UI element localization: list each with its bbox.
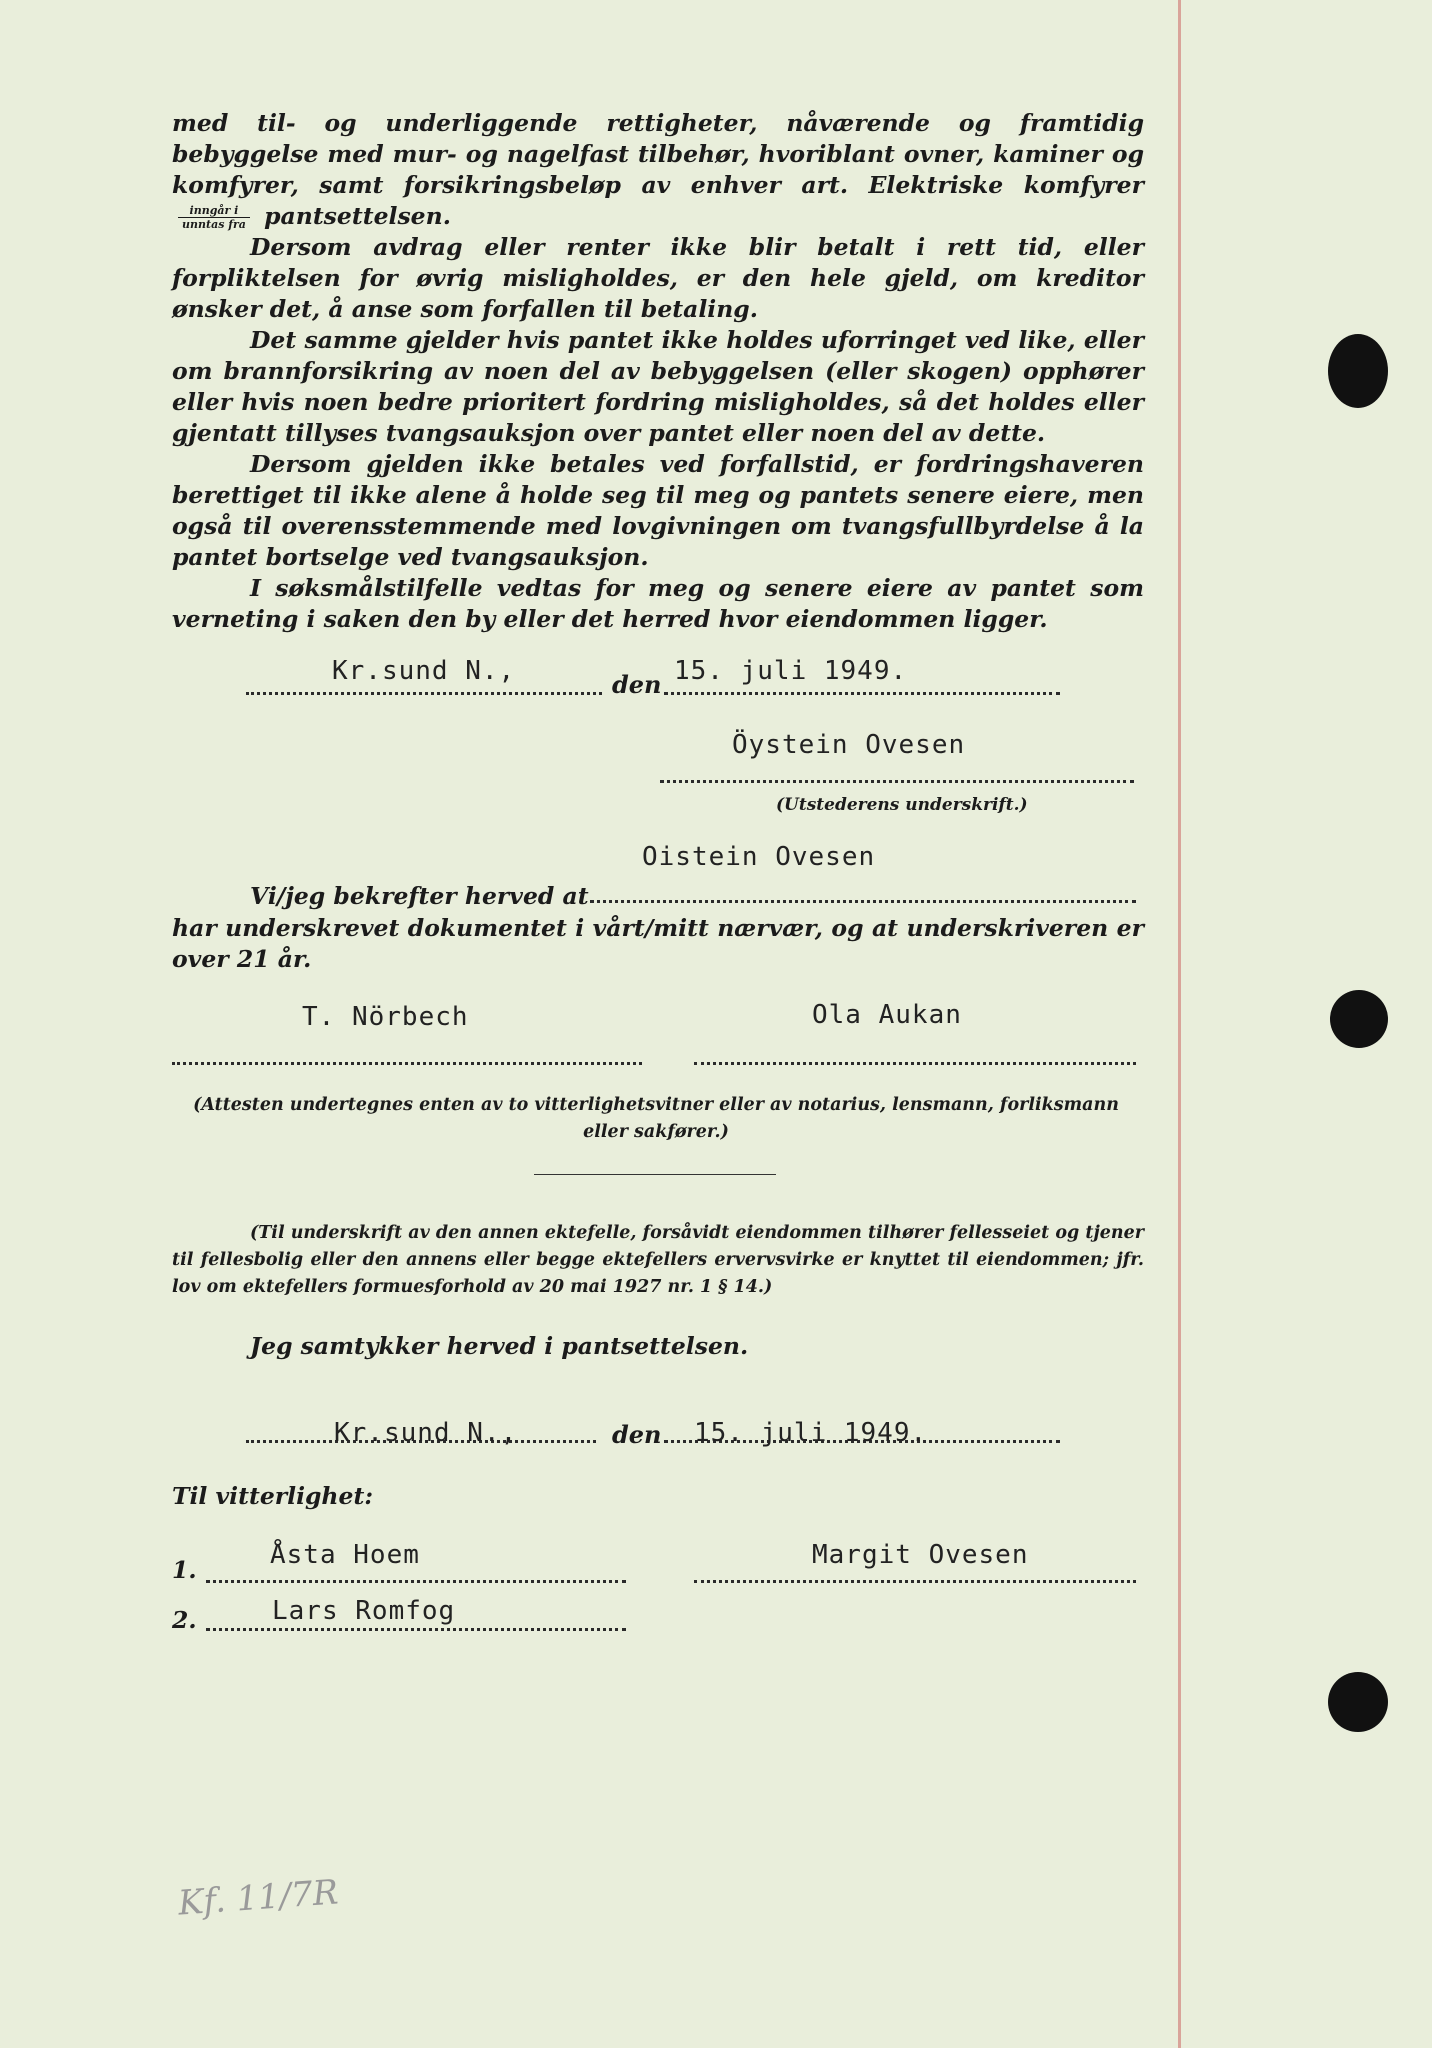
fraction-bottom: unntas fra (182, 218, 246, 231)
attestation-note: (Attesten undertegnes enten av to vitterlighetsvitner eller av notarius, lensmann, forliksmann eller sakfører.) (193, 1095, 1119, 1142)
section-divider (534, 1174, 776, 1175)
witness-confirm-line2: har underskrevet dokumentet i vårt/mitt nærvær, og at underskriveren er over 21 år. (172, 914, 1144, 973)
date-dotted-line-1 (664, 692, 1060, 695)
paragraph-property-end: pantsettelsen. (264, 202, 451, 230)
witness-2-name: Ola Aukan (812, 1000, 962, 1030)
spouse-note: (Til underskrift av den annen ektefelle, forsåvidt eiendommen tilhører fellesseiet og tjener til fellesbolig eller den annens eller begge ektefellers ervervsvirke er knyttet til eiendommen; jfr. lov om ektefellers formuesforhold av 20 mai 1927 nr. 1 § 14.) (172, 1223, 1144, 1297)
spouse-witness-2-line (206, 1628, 626, 1631)
spouse-consent: Jeg samtykker herved i pantsettelsen. (250, 1332, 749, 1360)
paragraph-property-text: med til- og underliggende rettigheter, nåværende og framtidig bebyggelse med mur- og nagelfast tilbehør, hvoriblant ovner, kaminer og komfyrer, samt forsikringsbeløp av enhver art. Elektriske komfyrer (172, 109, 1144, 199)
pencil-annotation: Kf. 11/7R (176, 1872, 340, 1924)
issuer-dotted-line (660, 780, 1134, 783)
place-1: Kr.sund N., (332, 656, 516, 686)
witness-number-1: 1. (172, 1556, 197, 1584)
date-2: 15. juli 1949. (694, 1418, 928, 1448)
mortgage-terms (172, 108, 1144, 635)
punch-hole-2 (1330, 990, 1388, 1048)
paragraph-maintenance: Det samme gjelder hvis pantet ikke holdes uforringet ved like, eller om brannforsikring av noen del av bebyggelsen (eller skogen) opphører eller hvis noen bedre prioritert fordring misligholdes, så det holdes eller gjentatt tillyses tvangsauksjon over pantet eller noen del av dette. (172, 326, 1144, 447)
witness-confirm-line1: Vi/jeg bekrefter herved at (250, 882, 589, 910)
place-2: Kr.sund N., (334, 1418, 518, 1448)
witness-number-2: 2. (172, 1606, 197, 1634)
witness-2-dotted-line (694, 1062, 1136, 1065)
den-label-1: den (612, 670, 662, 699)
witness-heading: Til vitterlighet: (172, 1482, 374, 1510)
spouse-signature-line (694, 1580, 1136, 1583)
punch-hole-3 (1328, 1672, 1388, 1732)
punch-hole-1 (1328, 334, 1388, 408)
witness-1-name: T. Nörbech (302, 1002, 469, 1032)
witness-confirm-dotted-line (590, 900, 1136, 903)
paragraph-enforcement: Dersom gjelden ikke betales ved forfallstid, er fordringshaveren berettiget til ikke alene å holde seg til meg og pantets senere eiere, men også til overensstemmende med lovgivningen om tvangsfullbyrdelse å la pantet bortselge ved tvangsauksjon. (172, 450, 1144, 571)
issuer-signature: Oistein Ovesen (642, 842, 876, 872)
date-1: 15. juli 1949. (674, 656, 908, 686)
paragraph-property (172, 108, 1144, 232)
spouse-witness-2-name: Lars Romfog (272, 1596, 456, 1626)
issuer-typed-name: Öystein Ovesen (732, 730, 966, 760)
witness-1-dotted-line (172, 1062, 642, 1065)
paragraph-venue: I søksmålstilfelle vedtas for meg og senere eiere av pantet som verneting i saken den by eller det herred hvor eiendommen ligger. (172, 574, 1144, 633)
issuer-caption: (Utstederens underskrift.) (776, 795, 1028, 815)
den-label-2: den (612, 1420, 662, 1449)
red-margin-line (1178, 0, 1181, 2048)
place-dotted-line-1 (246, 692, 602, 695)
fraction-top: inngår i (178, 204, 250, 218)
paragraph-default: Dersom avdrag eller renter ikke blir betalt i rett tid, eller forpliktelsen for øvrig misligholdes, er den hele gjeld, om kreditor ønsker det, å anse som forfallen til betaling. (172, 233, 1144, 323)
spouse-signature: Margit Ovesen (812, 1540, 1029, 1570)
spouse-witness-1-name: Åsta Hoem (270, 1540, 420, 1570)
spouse-witness-1-line (206, 1580, 626, 1583)
fraction-choice (178, 204, 250, 231)
